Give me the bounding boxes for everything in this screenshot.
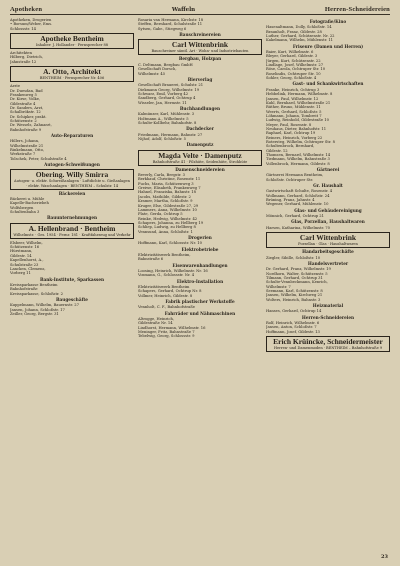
section-heading: Fahrräder und Nähmaschinen bbox=[164, 310, 236, 316]
listing-line: Wegener, Gerhard, Mühlenstr. 10 bbox=[266, 202, 329, 207]
section-heading: Fabrik plastischer Werkstoffe bbox=[165, 299, 235, 305]
listing-line: Diekmann Georg, Wilhelmstr. 19 bbox=[138, 87, 200, 92]
ad-title: Apotheke Bentheim bbox=[40, 34, 104, 44]
listing-line: Brüning, Franz, Jahnstr. 4 bbox=[266, 198, 315, 203]
advertisement-box bbox=[10, 33, 134, 49]
listing-line: Neuhaus, Dieter, Bahnhofstr. 11 bbox=[266, 126, 327, 131]
section-heading: Gast- und Schankwirtschaften bbox=[292, 81, 364, 87]
listing-line: Braunholt, Franz, Gildestr. 28 bbox=[266, 29, 322, 34]
listing-line: Schützenstr. 16 bbox=[10, 245, 40, 250]
listing-line: Rotersteg, Wilhelm, Ochtruper Str. 8 bbox=[266, 139, 335, 144]
listing-line: Beverly, Carla, Bergstr. 3 bbox=[138, 173, 185, 178]
listing-line: Kuppelmann, Wilhelm, Bauernstr. 27 bbox=[10, 303, 79, 308]
listing-line: Hebbelink, Hermann, Wilhelmstr. 8 bbox=[266, 92, 333, 97]
column-3 bbox=[266, 18, 390, 354]
listing-line: Bahnstraße 6 bbox=[138, 257, 164, 262]
listing-line: Franke, Heinrich, Ochtrup 3 bbox=[266, 87, 320, 92]
listing-line: Hoffmann, Karl, Schlossstr. Nr. 10 bbox=[138, 241, 202, 246]
listing-line: Hoffmann, Josef, Gildestr. 13 bbox=[266, 329, 320, 334]
advertisement-box bbox=[266, 336, 390, 352]
section-heading: Eisenwarenhandlungen bbox=[172, 262, 228, 268]
listing-line: Sandberg, Gerhard, Ochtrup 4 bbox=[138, 96, 196, 101]
listing-line: Sohler, Georg, Schloßstr. 4 bbox=[266, 76, 317, 81]
listing-line: Schliep, Ludwig, zu Hellberg 8 bbox=[138, 225, 196, 230]
listing-line: Plate, Gerda, Ochtrup 5 bbox=[138, 212, 183, 217]
section-heading: Baugeschäfte bbox=[56, 296, 88, 302]
listing-line: Friedmann, Hermann, Bahnstr. 27 bbox=[138, 132, 203, 137]
listing-line: Dr. Wessels, Zahnarzt, bbox=[10, 123, 52, 128]
listing-line: Altrogge, Heinrich, bbox=[138, 317, 175, 322]
section-heading: Drogerien bbox=[188, 234, 212, 240]
ad-title: Erich Krüincke, Schneidermeister bbox=[273, 337, 383, 347]
listing-line: Reiners, Heinrich, Vorberg 22 bbox=[266, 135, 323, 140]
listing-line: C. Deltmann, Bergbau GmbH bbox=[138, 62, 193, 67]
listing-line: Jansen, Wilhelm, Kirchweg 21 bbox=[266, 293, 323, 298]
listing-line: Ludwig, Reinhold, Gildestraße 10 bbox=[266, 118, 329, 123]
listing-line: Kreissparkasse, Schloßstr. 2 bbox=[10, 291, 63, 296]
listing-line: Ärzte bbox=[10, 84, 21, 89]
listing-line: Jacobs, Mathilde, Gildestr. 2 bbox=[138, 194, 191, 199]
listing-line: Wolfsbergen bbox=[10, 205, 34, 210]
listing-line: Gastwirtschaft Schulte, Rosenstr. 4 bbox=[266, 189, 333, 194]
listing-line: Fuchs, Maria, Schützenweg 3 bbox=[138, 181, 194, 186]
section-heading: Damenschneidereien bbox=[175, 166, 225, 172]
listing-line: Gesellschaft Brauerei, Schulstr. 21 bbox=[138, 83, 204, 88]
listing-line: Baier, Kurt, Wilhelmstr. 6 bbox=[266, 50, 314, 55]
listing-line: Weerts, Gerhard, Schloßstr. 5 bbox=[266, 109, 322, 114]
listing-line: Rüther, Bruno, Mühlenstr. 11 bbox=[266, 105, 321, 110]
listing-line: Schützenstr. 2 bbox=[10, 119, 37, 123]
listing-line: Wisseler, Jan, Hermstr. 11 bbox=[138, 100, 187, 105]
advertisement-box bbox=[266, 232, 390, 248]
header-center: Waffeln bbox=[171, 7, 196, 13]
section-heading: Bergbau, Holzpan bbox=[178, 56, 222, 62]
listing-line: Schlossstr. 14 bbox=[10, 26, 36, 31]
listing-line: Reinke, Hedwig, Wilhelmstr. 42 bbox=[138, 216, 198, 221]
listing-line: Greiwe, Elisabeth, Frankenweg 7 bbox=[138, 186, 201, 191]
listing-line: Schalbrökstr. 12 bbox=[10, 110, 41, 115]
section-heading: Bäckereien bbox=[58, 190, 86, 196]
section-heading: Heizmaterial bbox=[312, 303, 344, 308]
section-heading: Fotografie/Kino bbox=[309, 19, 347, 24]
listing-line: Wilhelmstr. 7 bbox=[266, 284, 291, 289]
listing-line: Schapers, Gerhard, Ochtrup Nr. 8 bbox=[138, 289, 202, 294]
listing-line: Schultenbrock, Bernhard, bbox=[266, 144, 315, 149]
ad-subtitle: Porzellan · Glas · Haushaltwaren bbox=[298, 242, 358, 247]
section-heading: Elektrobetriebe bbox=[181, 246, 219, 252]
section-heading: Glas, Porzellan, Haushaltwaren bbox=[291, 219, 365, 225]
listing-line: Jahnstraße 12 bbox=[10, 59, 37, 64]
listing-line: Jansen, Paul, Wilhelmstr. 12 bbox=[266, 96, 319, 101]
listing-line: Luther, Gerhard, Schützenstr. Nr. 22 bbox=[266, 34, 335, 39]
listing-line: Jansen, Anton, Schloßstr. 7 bbox=[266, 325, 317, 330]
listing-line: Nijhof, Adolf, Schloßstr. 5 bbox=[138, 136, 186, 141]
listing-line: Lindlage, Josef, Wilhelmstr. 27 bbox=[266, 63, 324, 68]
listing-line: Steffen, Bernhard, Schulstraße 11 bbox=[138, 22, 203, 27]
listing-line: Elsbeer, Wilhelm, bbox=[10, 240, 43, 245]
listing-line: Berkhauf, Christine, Rosenstr. 11 bbox=[138, 177, 201, 182]
ad-subtitle: Inhaber: J. Hollander · Fernsprecher 88 bbox=[35, 43, 109, 48]
listing-line: Wilhelmstraße 21 bbox=[10, 143, 44, 148]
listing-line: Holtmann A., Wilhelmstr. 5 bbox=[138, 116, 189, 121]
listing-line: Jürgen, Kurt, Schützenstr. 22 bbox=[266, 58, 321, 63]
listing-line: Ziegler, Sibille, Schloßstr. 10 bbox=[266, 255, 321, 260]
listing-line: Rinkelmann, Otto, bbox=[10, 148, 45, 153]
column-2 bbox=[138, 18, 262, 354]
listing-line: Vollenbrock, Hermann, Gildestr. 8 bbox=[266, 161, 330, 166]
advertisement-box bbox=[138, 39, 262, 55]
section-heading: Bierverlag bbox=[187, 76, 213, 82]
ad-title: Carl Wittenbrink bbox=[299, 233, 357, 243]
listing-line: Löhmann, Johann, Tombreit 7 bbox=[266, 113, 322, 118]
listing-line: Dr. Kirse, Volke, bbox=[10, 97, 41, 102]
listing-line: • Borsum/Weber, Ems. bbox=[10, 22, 53, 27]
listing-line: Vollmer, Heinrich, Gildestr. 8 bbox=[138, 293, 193, 298]
listing-line: Zeiller, Georg, Bergstr. 31 bbox=[10, 311, 59, 316]
listing-line: Röse, Carola, Ochtruper Str. 10 bbox=[266, 67, 326, 72]
listing-line: Lancken, Clemens, bbox=[10, 266, 46, 271]
listing-line: Raphael, Karl, Ochtrup 19 bbox=[266, 131, 316, 136]
section-heading: Damenputz bbox=[186, 142, 214, 148]
listing-line: Schloßstr. Ochtruper Str. bbox=[266, 177, 314, 182]
section-heading: Auto-Reparaturen bbox=[50, 133, 94, 139]
ad-subtitle: Bauschreiner sämtl. Art · Wohn- und Industriebauten bbox=[151, 49, 249, 54]
listing-line: Bahnhofstraße bbox=[10, 287, 38, 292]
section-heading: Bauunternehmungen bbox=[46, 215, 98, 221]
listing-line: Hahnel, Franziska, Bahnstr. 18 bbox=[138, 190, 196, 195]
ad-subtitle: Autogen- u. elektr. Schweißanlagen · Luftdichte u. Gießanlagen · elektr. Waschanlagen · BENTHEIM – Schulstr. 14 bbox=[14, 179, 130, 188]
listing-line: Kramer, Martha, Schloßstr. 9 bbox=[138, 199, 193, 204]
listing-line: Elektrizitätswerk Bentheim, bbox=[138, 252, 191, 257]
ad-title: Magda Velte · Damenputz bbox=[158, 150, 242, 160]
section-heading: Glas- und Gebäudereinigung bbox=[294, 207, 362, 213]
section-heading: Dachdecker bbox=[186, 126, 214, 132]
listing-line: Gildestr. 14 bbox=[10, 253, 32, 258]
listing-line: Dr. Sanders, Arzt, bbox=[10, 105, 44, 110]
listing-line: Meninger, Fritz, Bahnstraße 7 bbox=[138, 330, 195, 335]
listing-line: Nordhorn, Walter, Schützenstr. 5 bbox=[266, 271, 328, 276]
listing-line: Apotheken, Drogerien bbox=[10, 18, 52, 22]
listing-line: Wilhelmstr. 45 bbox=[138, 71, 166, 76]
listing-line: Dr. Duesdan, Bad bbox=[10, 88, 43, 93]
listing-line: Gildestraße 4 bbox=[10, 101, 36, 106]
section-heading: Buchhandlungen bbox=[179, 105, 221, 111]
listing-line: Werkstraße 7 bbox=[10, 152, 36, 157]
listing-line: Hasenaltmann, Dolly, Schloßstr. 14 bbox=[266, 25, 332, 30]
listing-line: Bahnhofstraße 9 bbox=[10, 127, 42, 132]
listing-line: Jansen, Johann, Schloßstr. 17 bbox=[10, 307, 65, 312]
listing-line: Bäckerei u. Mühle bbox=[10, 196, 45, 201]
listing-line: Wollmann, Gerhard, Schloßstr. 24 bbox=[266, 193, 330, 198]
listing-line: Bleyer, Gerhard, Gildestr. 3 bbox=[266, 54, 318, 59]
listing-line: Harsen, Katharina, Wilhelmstr. 70 bbox=[266, 225, 330, 230]
listing-line: Schultenbahn 3 bbox=[10, 210, 40, 214]
listing-line: Lammers, Anna, Wilhelmstr. 10 bbox=[138, 207, 197, 212]
listing-line: Vosmann, G., Schlossstr. Nr. 4 bbox=[138, 273, 195, 278]
ad-title: Carl Wittenbrink bbox=[171, 40, 229, 50]
listing-line: Schwarz, Emil, Vorberg 42 bbox=[138, 91, 189, 96]
listing-line: Frankenweg 5 bbox=[10, 92, 37, 97]
listing-line: Rosaria van Hermann, Kirchstr. 18 bbox=[138, 18, 204, 22]
listing-line: Hillers, Johann, bbox=[10, 139, 40, 144]
listing-line: Architekten bbox=[10, 51, 32, 56]
listing-line: Vennholt, C. F., Bahnhofstraße bbox=[138, 305, 195, 310]
section-heading: Bank-Institute, Sparkassen bbox=[39, 276, 105, 282]
listing-line: Rolf, Heinrich, Wilhelmstr. 6 bbox=[266, 321, 320, 326]
listing-line: Tiedmann, Wilhelm, Bahnstraße 3 bbox=[266, 157, 330, 162]
listing-line: Schulte-Vennbeckmann, Kenrich, bbox=[266, 280, 328, 285]
listing-line: Hürstmann, bbox=[10, 249, 33, 254]
listing-line: Kalmünzer, Karl, Mühlenstr. 3 bbox=[138, 112, 195, 117]
section-heading: Handarbeitsgeschäfte bbox=[302, 249, 354, 255]
advertisement-box bbox=[10, 66, 134, 82]
listing-line: Gesellschaft Dorsch, bbox=[138, 67, 177, 72]
section-heading: Gärtnerei bbox=[316, 167, 340, 172]
listing-line: Hanses, Gerhard, Ochtrup 14 bbox=[266, 309, 322, 314]
section-heading: Elektro-Installation bbox=[176, 278, 224, 284]
section-heading: Handelsvertreter bbox=[307, 260, 349, 266]
section-heading: Herren-Schneidereien bbox=[301, 314, 355, 320]
listing-line: Vennsund, Anna, Schloßstr. 1 bbox=[138, 229, 193, 234]
listing-line: Schapers, Johanna, zu Hellberg 19 bbox=[138, 220, 204, 225]
listing-line: Elektrizitätswerk Bentheim bbox=[138, 285, 190, 289]
listing-line: Dr. Gerhard, Franz, Wilhelmstr. 19 bbox=[266, 267, 331, 272]
page-header bbox=[10, 6, 390, 15]
header-left: Apotheken bbox=[10, 6, 43, 13]
ad-subtitle: Bahnhofstraße 41 · Filzhüte, Seidenhüte, Strohhüte bbox=[152, 159, 248, 164]
ad-subtitle: Herren- und Damenmoden · BENTHEIM – Bahnhofstraße 9 bbox=[273, 346, 383, 351]
listing-line: Kreissparkasse Bentheim bbox=[10, 282, 58, 287]
listing-line: Seemann, Karl, Schützenstr. 8 bbox=[266, 288, 323, 293]
advertisement-box bbox=[10, 169, 134, 189]
page-number: 23 bbox=[381, 554, 388, 560]
listing-line: Tilmann, Gerhard, Ochtrup 31 bbox=[266, 275, 323, 280]
ad-subtitle: BENTHEIM · Fernsprecher Nr. 406 bbox=[39, 76, 105, 81]
ad-subtitle: Wilhelmstr. · Ges. 1954 · Fernr. 181 · Kraftfahrzeug und Verkehr bbox=[13, 232, 131, 237]
listing-line: Thomsen, Bernard, Wilhelmstr. 14 bbox=[266, 152, 331, 157]
listing-line: Gildestraße Nr. 14 bbox=[138, 321, 173, 326]
listing-line: Lindhorst, Hermann, Wilhelmstr. 16 bbox=[138, 325, 206, 330]
listing-line: Dr. Schipker, prakt. bbox=[10, 114, 47, 119]
listing-line: Kapellenhorst, A., bbox=[10, 258, 44, 263]
listing-line: Sytsen, Gabr., Stiegweg 6 bbox=[138, 26, 187, 31]
listing-line: Kruger, Else, Gildestraße 27, 29 bbox=[138, 203, 199, 208]
section-heading: Gr. Haushalt bbox=[313, 183, 343, 189]
listing-line: Schulte-Kollbehr, Bahnhofstr. 8 bbox=[138, 120, 197, 125]
listing-line: Roselindis, Ochtruper Str. 10 bbox=[266, 71, 321, 76]
section-heading: Bauschreinereien bbox=[179, 32, 221, 38]
listing-line: Vorberg 11 bbox=[10, 271, 31, 276]
ad-title: A. Hellenbrand · Bentheim bbox=[28, 223, 116, 233]
listing-line: Tebelwig, Georg, Schlossstr. 9 bbox=[138, 334, 195, 339]
listing-line: Wolters, Heinrich, Bahnstr. 3 bbox=[266, 297, 321, 302]
advertisement-box bbox=[138, 150, 262, 166]
listing-line: Kapelle-Bacheriebeh bbox=[10, 201, 49, 206]
listing-line: Loosing, Heinrich, Wilhelmstr. Nr. 16 bbox=[138, 268, 208, 273]
listing-line: Meyer, Paul, Rosenstr. 8 bbox=[266, 122, 312, 127]
listing-line: Kuhl, Bernhard, Wilhelmstraße 21 bbox=[266, 100, 331, 105]
ad-title: A. Otto, Architekt bbox=[43, 67, 101, 77]
section-heading: Friseure (Damen und Herren) bbox=[292, 43, 364, 49]
listing-line: Mönnich, Gerhard, Ochtrup 21 bbox=[266, 214, 324, 219]
listing-line: Tolschek, Peter, Schulstraße 4 bbox=[10, 156, 67, 161]
listing-line: Kakelmann, Wilhelm, Mühlenstr. 11 bbox=[266, 38, 334, 43]
column-1 bbox=[10, 18, 134, 354]
listing-line: Gärtnerei Hermann Bentheim, bbox=[266, 173, 324, 178]
advertisement-box bbox=[10, 223, 134, 239]
header-right: Herren-Schneidereien bbox=[324, 6, 390, 13]
section-heading: Autogen-Schweißungen bbox=[44, 162, 100, 168]
listing-line: Gildestr. 12 bbox=[266, 148, 288, 153]
listing-line: Schulstraße 23 bbox=[10, 262, 39, 267]
listing-line: Hilberg, Dietrich, bbox=[10, 55, 43, 60]
ad-title: Obering. Willy Smirra bbox=[35, 170, 109, 180]
